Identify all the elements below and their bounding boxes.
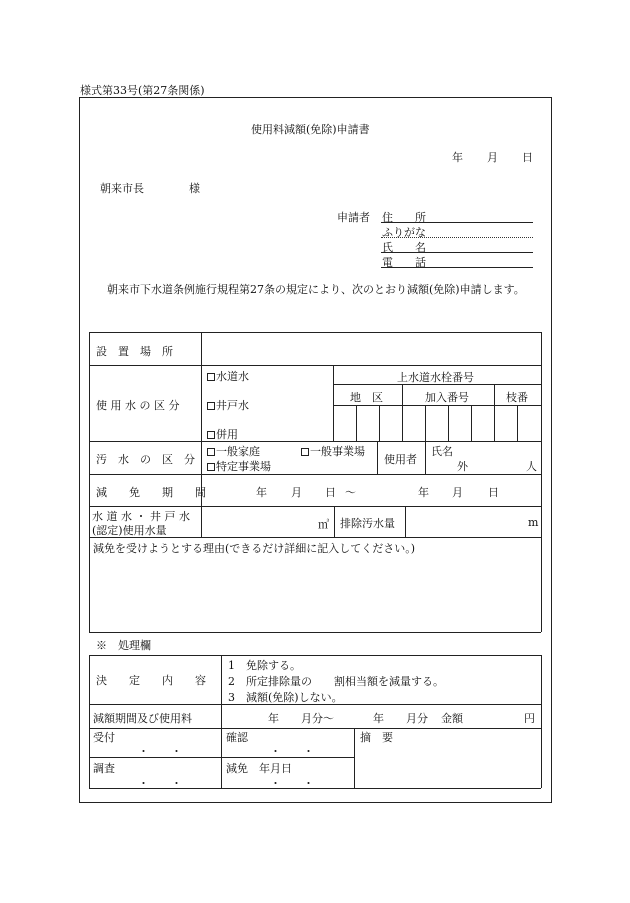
option-business[interactable]: 一般事業場 — [301, 443, 365, 459]
option-city-water[interactable]: 水道水 — [207, 368, 249, 384]
received-label: 受付 — [93, 731, 115, 744]
discharge-unit: m — [528, 516, 539, 529]
checkbox-icon — [207, 448, 215, 456]
period-tilde: ～ — [345, 486, 356, 499]
sewage-class-label: 汚 水 の 区 分 — [96, 453, 195, 466]
statement-text: 朝来市下水道条例施行規程第27条の規定により、次のとおり減額(免除)申請します。 — [107, 283, 525, 296]
user-people-label: 人 — [526, 460, 537, 473]
decision-option-2: 2 所定排除量の 割相当額を減量する。 — [228, 675, 444, 688]
period-end-day: 日 — [488, 486, 499, 499]
period-end-year: 年 — [418, 486, 429, 499]
user-label: 使用者 — [384, 453, 417, 466]
date-day: 日 — [522, 151, 533, 164]
decision-option-3: 3 減額(免除)しない。 — [228, 691, 343, 704]
received-dots: ・ ・ — [138, 745, 182, 758]
period-start-year: 年 — [256, 486, 267, 499]
checkbox-icon — [207, 373, 215, 381]
decision-option-1: 1 免除する。 — [228, 659, 301, 672]
period-start-day: 日 — [325, 486, 336, 499]
user-name-label: 氏名 — [431, 445, 453, 458]
decision-label: 決 定 内 容 — [96, 674, 206, 687]
option-well-water[interactable]: 井戸水 — [207, 397, 249, 413]
period-label: 減 免 期 間 — [96, 486, 206, 499]
date-month: 月 — [487, 151, 498, 164]
water-class-label: 使 用 水 の 区 分 — [96, 399, 180, 412]
volume-label-1: 水 道 水 ・ 井 戸 水 — [92, 510, 190, 523]
period-start-month: 月 — [291, 486, 302, 499]
volume-unit: ㎥ — [318, 518, 329, 531]
option-household[interactable]: 一般家庭 — [207, 443, 260, 459]
confirmed-label: 確認 — [226, 731, 248, 744]
volume-label-2: (認定)使用水量 — [92, 524, 167, 537]
district-header: 地 区 — [350, 391, 383, 404]
applicant-label: 申請者 — [337, 211, 370, 224]
reason-label: 減免を受けようとする理由(できるだけ詳細に記入してください。) — [93, 542, 416, 555]
processing-heading: ※ 処理欄 — [96, 639, 151, 652]
exemption-date-label: 減免 年月日 — [226, 762, 292, 775]
subscriber-number-header: 加入番号 — [425, 391, 469, 404]
form-number: 様式第33号(第27条関係) — [80, 84, 205, 97]
fee-to: 年 月分 — [373, 712, 428, 725]
date-year: 年 — [452, 151, 463, 164]
investigated-dots: ・ ・ — [138, 777, 182, 790]
meter-number-header: 上水道水栓番号 — [397, 371, 474, 384]
applicant-furigana-label: ふりがな — [382, 226, 426, 239]
checkbox-icon — [207, 431, 215, 439]
user-others-label: 外 — [457, 460, 468, 473]
period-end-month: 月 — [452, 486, 463, 499]
branch-number-header: 枝番 — [506, 391, 528, 404]
investigated-label: 調査 — [93, 762, 115, 775]
checkbox-icon — [207, 463, 215, 471]
fee-label: 減額期間及び使用料 — [93, 712, 192, 725]
fee-from: 年 月分～ — [268, 712, 334, 725]
amount-label: 金額 — [441, 712, 463, 725]
addressee-honorific: 様 — [189, 182, 200, 195]
checkbox-icon — [207, 402, 215, 410]
exemption-date-dots: ・ ・ — [270, 777, 314, 790]
applicant-phone-label: 電 話 — [382, 256, 426, 269]
option-both[interactable]: 併用 — [207, 426, 238, 442]
discharge-label: 排除汚水量 — [340, 517, 395, 530]
summary-label: 摘 要 — [360, 731, 393, 744]
yen-unit: 円 — [524, 712, 535, 725]
applicant-address-label: 住 所 — [382, 211, 426, 224]
form-title: 使用料減額(免除)申請書 — [251, 123, 370, 136]
addressee-name: 朝来市長 — [100, 182, 144, 195]
applicant-name-label: 氏 名 — [382, 241, 426, 254]
confirmed-dots: ・ ・ — [270, 745, 314, 758]
option-specific-business[interactable]: 特定事業場 — [207, 458, 271, 474]
checkbox-icon — [301, 448, 309, 456]
location-label: 設 置 場 所 — [96, 345, 173, 358]
